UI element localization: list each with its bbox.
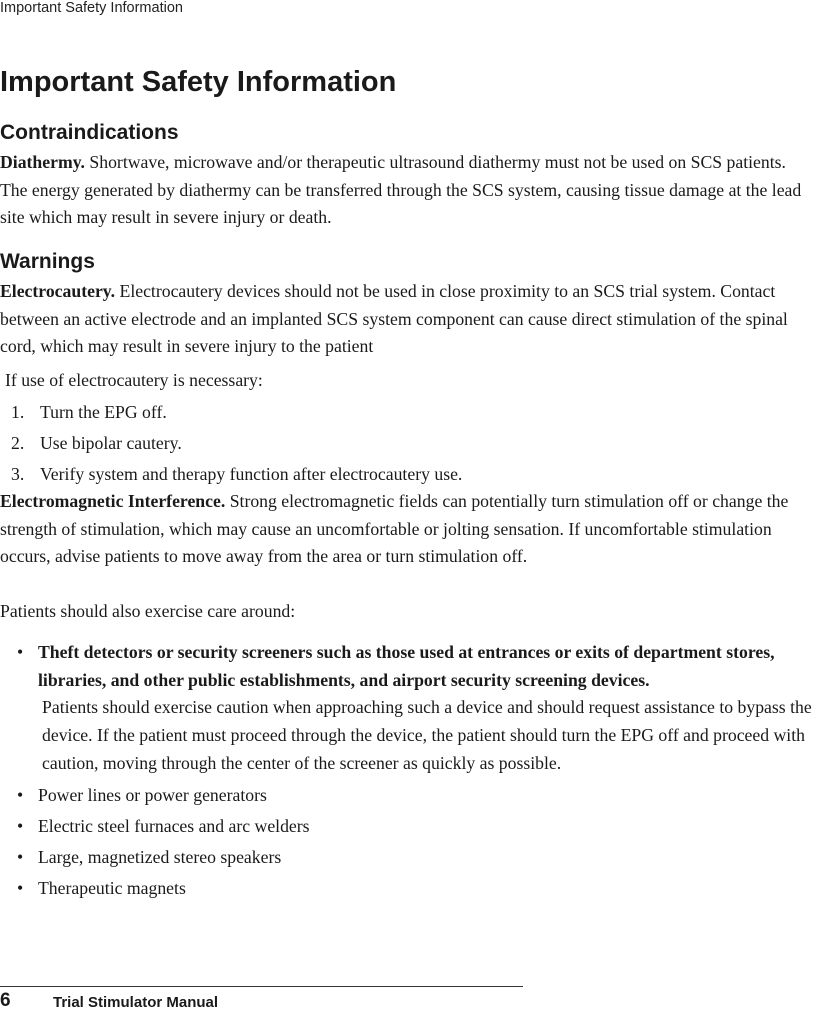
step-item bbox=[0, 397, 462, 428]
manual-title: Trial Stimulator Manual bbox=[53, 994, 219, 1011]
step-text: Use bipolar cautery. bbox=[40, 433, 182, 453]
step-text: Verify system and therapy function after electrocautery use. bbox=[40, 464, 463, 484]
bullet-icon: • bbox=[17, 877, 24, 898]
list-item bbox=[0, 843, 819, 871]
bullet-icon: • bbox=[17, 784, 24, 805]
bullet-text: Large, magnetized stereo speakers bbox=[38, 846, 282, 867]
hazard-bullet-list bbox=[0, 639, 819, 902]
step-number: 1. bbox=[11, 402, 25, 422]
bullet-lead: Theft detectors or security screeners such as those used at entrances or exits of department stores, libraries, and other public establishments, and airport security screening devices. bbox=[38, 642, 775, 690]
step-item bbox=[0, 428, 462, 459]
step-number: 3. bbox=[11, 464, 25, 484]
list-item bbox=[0, 781, 819, 809]
bullet-body: Patients should exercise caution when approaching such a device and should request assistance to bypass the device. If the patient must proceed through the device, the patient should turn the EPG off and proceed with caution, moving through the center of the screener as quickly as possible. bbox=[42, 697, 812, 773]
electrocautery-steps bbox=[0, 397, 462, 490]
electrocautery-text: Electrocautery devices should not be used in close proximity to an SCS trial system. Contact between an active electrode and an implanted SCS system component can cause direct stimulation of the spinal cord, which may result in severe injury to the patient bbox=[0, 281, 788, 357]
step-number: 2. bbox=[11, 433, 25, 453]
bullet-text: Therapeutic magnets bbox=[38, 877, 186, 898]
emi-paragraph bbox=[0, 488, 812, 571]
step-text: Turn the EPG off. bbox=[40, 402, 167, 422]
bullet-text: Electric steel furnaces and arc welders bbox=[38, 815, 310, 836]
page-number: 6 bbox=[0, 990, 11, 1011]
diathermy-paragraph bbox=[0, 149, 812, 232]
care-around-paragraph: Patients should also exercise care around: bbox=[0, 601, 296, 621]
bullet-text: Power lines or power generators bbox=[38, 784, 267, 805]
electrocautery-paragraph bbox=[0, 278, 812, 361]
bullet-icon: • bbox=[17, 642, 24, 662]
emi-text: Strong electromagnetic fields can potentially turn stimulation off or change the strength of stimulation, which may cause an uncomfortable or jolting sensation. If uncomfortable stimulation occurs, advise patients to move away from the area or turn stimulation off. bbox=[0, 491, 789, 567]
diathermy-lead: Diathermy. bbox=[0, 152, 85, 172]
running-header: Important Safety Information bbox=[0, 0, 183, 16]
list-item bbox=[0, 874, 819, 902]
contraindications-heading: Contraindications bbox=[0, 121, 179, 144]
diathermy-text: Shortwave, microwave and/or therapeutic ultrasound diathermy must not be used on SCS patients. The energy generated by diathermy can be transferred through the SCS system, causing tissue damage at the lead site which may result in severe injury or death. bbox=[0, 152, 802, 228]
if-use-paragraph: If use of electrocautery is necessary: bbox=[5, 370, 263, 390]
list-item bbox=[0, 812, 819, 840]
step-item bbox=[0, 459, 462, 490]
list-item bbox=[0, 639, 819, 778]
warnings-heading: Warnings bbox=[0, 250, 95, 273]
page-title: Important Safety Information bbox=[0, 66, 397, 98]
electrocautery-lead: Electrocautery. bbox=[0, 281, 116, 301]
footer-rule bbox=[0, 986, 523, 987]
bullet-icon: • bbox=[17, 846, 24, 867]
emi-lead: Electromagnetic Interference. bbox=[0, 491, 226, 511]
bullet-icon: • bbox=[17, 815, 24, 836]
